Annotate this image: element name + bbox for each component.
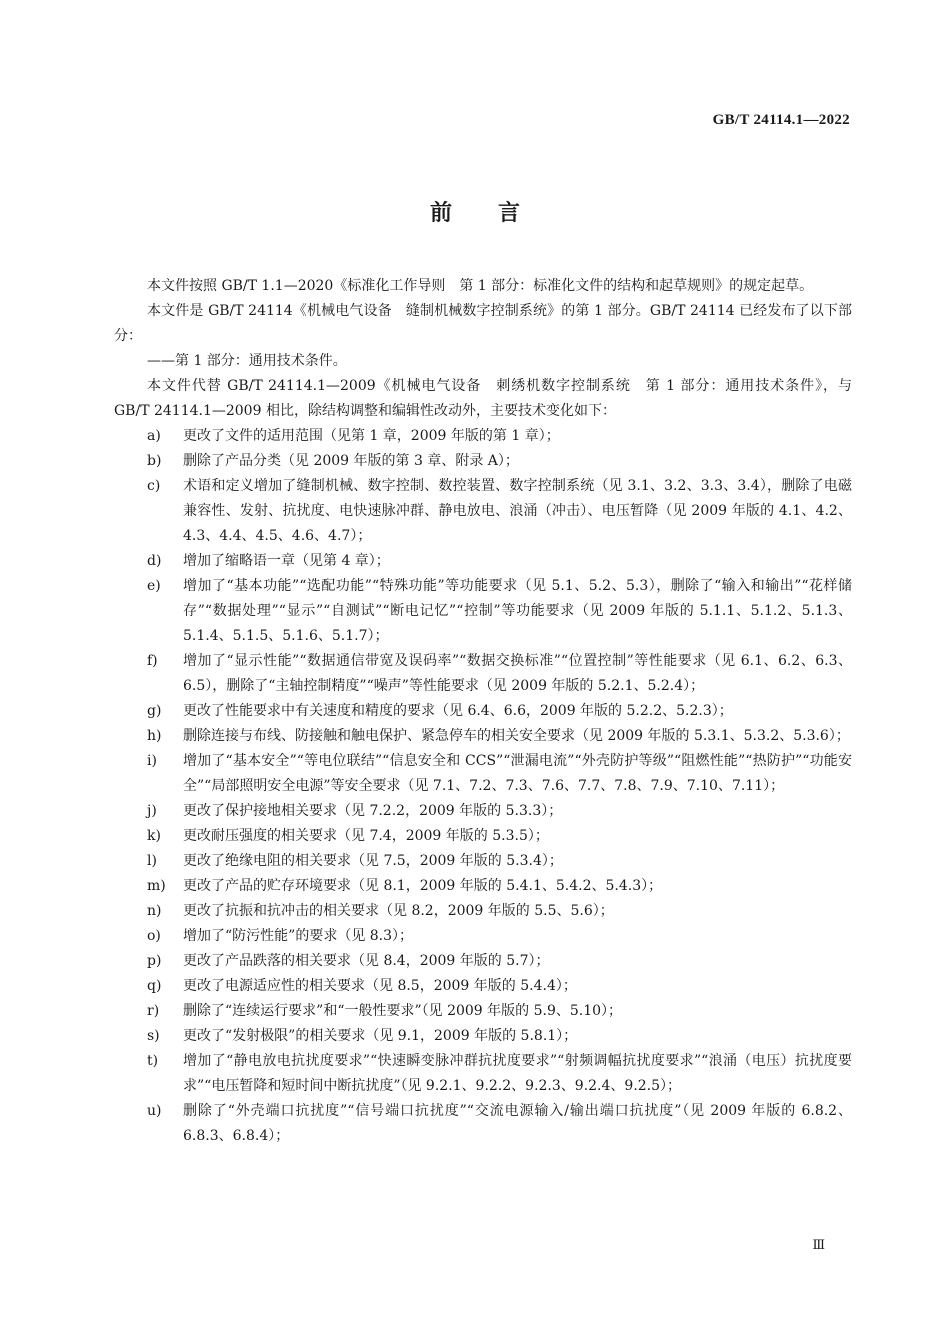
list-item xyxy=(114,974,852,999)
list-item-label: b) xyxy=(147,453,162,469)
page-number: Ⅲ xyxy=(812,1237,825,1252)
list-item xyxy=(114,699,852,724)
list-item-text: 增加了“基本安全”“等电位联结”“信息安全和 CCS”“泄漏电流”“外壳防护等级”“阻燃性能”“热防护”“功能安全”“局部照明安全电源”等安全要求（见 7.1、7.2、7.3、7.6、7.7、7.8、7.9、7.10、7.11）； xyxy=(183,753,852,794)
list-item-text: 更改了保护接地相关要求（见 7.2.2，2009 年版的 5.3.3）； xyxy=(183,803,563,819)
list-item-label: k) xyxy=(147,828,161,844)
list-item-text: 删除了产品分类（见 2009 年版的第 3 章、附录 A）； xyxy=(183,453,519,469)
list-item xyxy=(114,1024,852,1049)
list-item xyxy=(114,949,852,974)
list-item xyxy=(114,1049,852,1099)
list-item-text: 删除了“外壳端口抗扰度”“信号端口抗扰度”“交流电源输入/输出端口抗扰度”（见 2009 年版的 6.8.2、6.8.3、6.8.4）； xyxy=(183,1103,852,1144)
list-item-text: 增加了“防污性能”的要求（见 8.3）； xyxy=(183,928,414,944)
list-item xyxy=(114,849,852,874)
list-item-label: m) xyxy=(147,878,166,894)
list-item-label: c) xyxy=(147,478,161,494)
list-item-text: 增加了“显示性能”“数据通信带宽及误码率”“数据交换标准”“位置控制”等性能要求（见 6.1、6.2、6.3、6.5），删除了“主轴控制精度”“噪声”等性能要求（见 2009 年版的 5.2.1、5.2.4）； xyxy=(183,653,852,694)
list-item xyxy=(114,924,852,949)
intro-paragraph-1: 本文件按照 GB/T 1.1—2020《标准化工作导则 第 1 部分：标准化文件的结构和起草规则》的规定起草。 xyxy=(147,278,814,294)
document-code: GB/T 24114.1—2022 xyxy=(712,112,850,128)
list-item xyxy=(114,1099,852,1149)
list-item-label: a) xyxy=(147,428,161,444)
list-item-text: 更改了性能要求中有关速度和精度的要求（见 6.4、6.6，2009 年版的 5.2.2、5.2.3）； xyxy=(183,703,733,719)
list-item-label: u) xyxy=(147,1103,162,1119)
list-item-text: 更改了产品的贮存环境要求（见 8.1，2009 年版的 5.4.1、5.4.2、5.4.3）； xyxy=(183,878,663,894)
list-item-text: 更改了文件的适用范围（见第 1 章，2009 年版的第 1 章）； xyxy=(183,428,560,444)
list-item xyxy=(114,824,852,849)
list-item-text: 删除了“连续运行要求”和“一般性要求”（见 2009 年版的 5.9、5.10）； xyxy=(183,1003,623,1019)
list-item-label: n) xyxy=(147,903,162,919)
list-item-text: 术语和定义增加了缝制机械、数字控制、数控装置、数字控制系统（见 3.1、3.2、3.3、3.4），删除了电磁兼容性、发射、抗扰度、电快速脉冲群、静电放电、浪涌（冲击）、电压暂降（见 2009 年版的 4.1、4.2、4.3、4.4、4.5、4.6、4.7）； xyxy=(183,478,852,544)
list-item-label: g) xyxy=(147,703,162,719)
page-title: 前言 xyxy=(429,200,566,226)
list-item xyxy=(114,424,852,449)
list-item-text: 删除连接与布线、防接触和触电保护、紧急停车的相关安全要求（见 2009 年版的 5.3.1、5.3.2、5.3.6）； xyxy=(183,728,850,744)
list-item xyxy=(114,874,852,899)
list-item-label: l) xyxy=(147,853,157,869)
intro-paragraph-2: 本文件是 GB/T 24114《机械电气设备 缝制机械数字控制系统》的第 1 部分。GB/T 24114 已经发布了以下部分： xyxy=(114,303,852,344)
list-item-label: f) xyxy=(147,653,158,669)
list-item xyxy=(114,549,852,574)
list-item-text: 更改了抗振和抗冲击的相关要求（见 8.2，2009 年版的 5.5、5.6）； xyxy=(183,903,614,919)
list-item xyxy=(114,724,852,749)
list-item-text: 更改耐压强度的相关要求（见 7.4，2009 年版的 5.3.5）； xyxy=(183,828,549,844)
list-item-text: 更改了绝缘电阻的相关要求（见 7.5，2009 年版的 5.3.4）； xyxy=(183,853,563,869)
list-item xyxy=(114,574,852,649)
list-item xyxy=(114,899,852,924)
list-item-label: s) xyxy=(147,1028,160,1044)
list-item xyxy=(114,799,852,824)
list-item-label: q) xyxy=(147,978,162,994)
part-list-item: ——第 1 部分：通用技术条件。 xyxy=(147,353,347,369)
list-item xyxy=(114,649,852,699)
list-item-label: o) xyxy=(147,928,161,944)
list-item-label: i) xyxy=(147,753,157,769)
list-item-label: r) xyxy=(147,1003,160,1019)
list-item xyxy=(114,749,852,799)
list-item xyxy=(114,474,852,549)
list-item xyxy=(114,999,852,1024)
list-item-text: 更改了产品跌落的相关要求（见 8.4，2009 年版的 5.7）； xyxy=(183,953,550,969)
list-item-label: j) xyxy=(147,803,157,819)
list-item-text: 增加了缩略语一章（见第 4 章）； xyxy=(183,553,390,569)
list-item xyxy=(114,449,852,474)
list-item-label: t) xyxy=(147,1053,159,1069)
list-item-text: 更改了电源适应性的相关要求（见 8.5，2009 年版的 5.4.4）； xyxy=(183,978,577,994)
list-item-label: e) xyxy=(147,578,161,594)
list-item-text: 增加了“基本功能”“选配功能”“特殊功能”等功能要求（见 5.1、5.2、5.3），删除了“输入和输出”“花样储存”“数据处理”“显示”“自测试”“断电记忆”“控制”等功能要求（见 2009 年版的 5.1.1、5.1.2、5.1.3、5.1.4、5.1.5、5.1.6、5.1.7）； xyxy=(183,578,852,644)
changes-list xyxy=(114,424,852,1149)
list-item-label: d) xyxy=(147,553,162,569)
list-item-label: h) xyxy=(147,728,162,744)
list-item-label: p) xyxy=(147,953,162,969)
list-item-text: 更改了“发射极限”的相关要求（见 9.1，2009 年版的 5.8.1）； xyxy=(183,1028,578,1044)
foreword-body xyxy=(114,274,852,1149)
intro-paragraph-3: 本文件代替 GB/T 24114.1—2009《机械电气设备 刺绣机数字控制系统 第 1 部分：通用技术条件》，与 GB/T 24114.1—2009 相比，除结构调整和编辑性改动外，主要技术变化如下： xyxy=(114,378,852,419)
list-item-text: 增加了“静电放电抗扰度要求”“快速瞬变脉冲群抗扰度要求”“射频调幅抗扰度要求”“浪涌（电压）抗扰度要求”“电压暂降和短时间中断抗扰度”（见 9.2.1、9.2.2、9.2.3、9.2.4、9.2.5）； xyxy=(183,1053,852,1094)
